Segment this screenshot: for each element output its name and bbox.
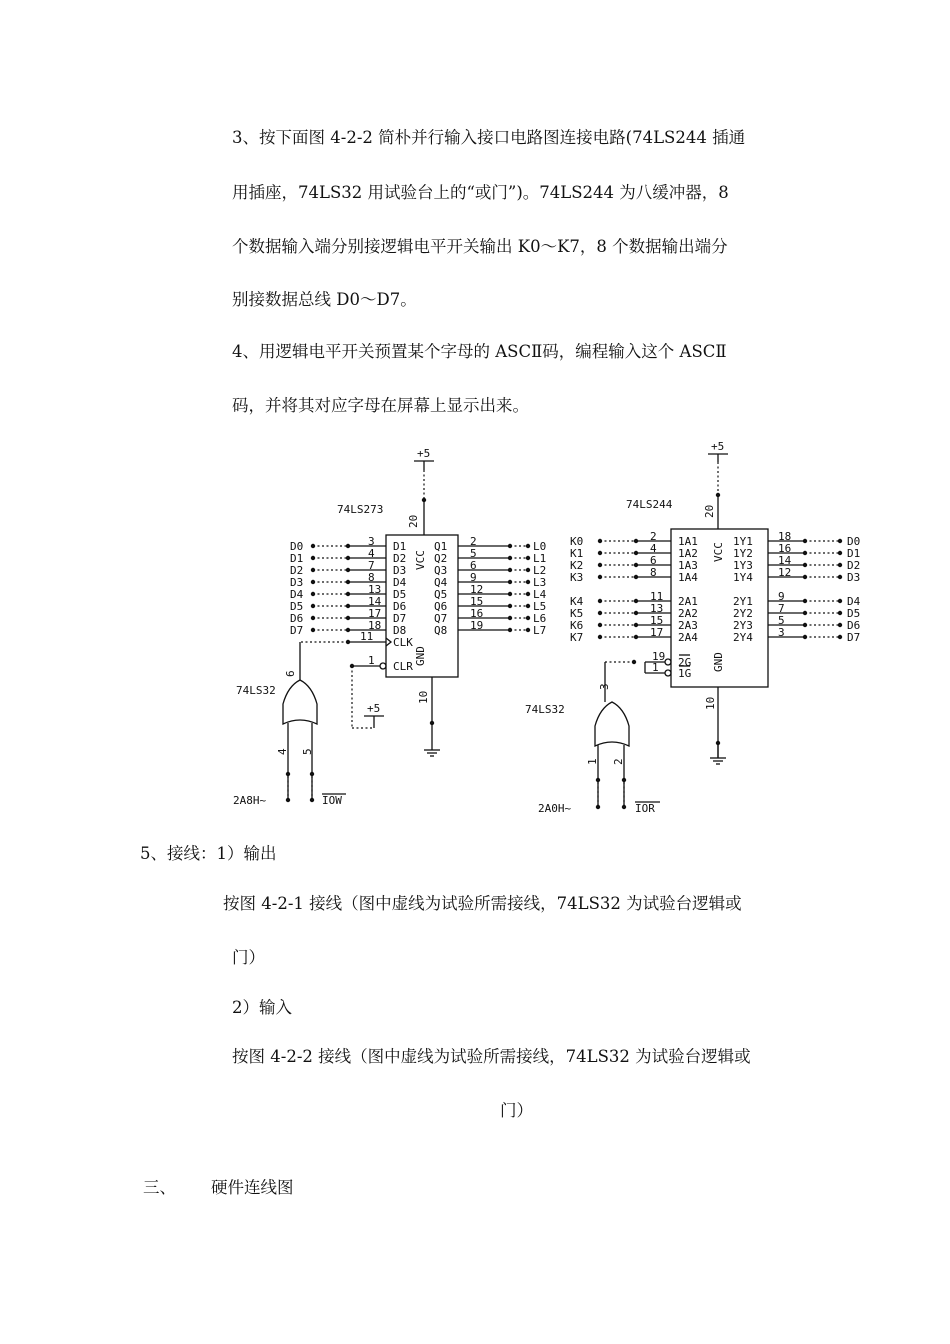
- output-dot-2: [526, 544, 530, 548]
- or-gate-74ls32: [595, 702, 629, 746]
- input-pin-number: 17: [650, 626, 664, 639]
- input-pin-name: 2A3: [678, 619, 698, 632]
- vcc-pin-number: 20: [407, 514, 420, 528]
- gate-in-label-1: 2A8H~: [233, 794, 267, 807]
- step5-title: 5、接线：1）输出: [140, 844, 277, 863]
- input-pin-name: D6: [393, 600, 407, 613]
- output-pin-name: Q8: [434, 624, 448, 637]
- input-pin-name: 2A1: [678, 595, 698, 608]
- gate-in-end-2: [622, 805, 626, 809]
- output-dot-2: [838, 599, 842, 603]
- output-pin-name: Q2: [434, 552, 448, 565]
- input-label-K1: K1: [570, 547, 584, 560]
- input-label-D4: D4: [290, 588, 304, 601]
- output-dot-2: [838, 539, 842, 543]
- output-dot-2: [838, 575, 842, 579]
- chip-74ls244-label: 74LS244: [626, 498, 673, 511]
- gate-74ls32-label: 74LS32: [236, 684, 276, 697]
- output-pin-name: 1Y3: [733, 559, 753, 572]
- input-label-D7: D7: [290, 624, 304, 637]
- output-label-L5: L5: [533, 600, 547, 613]
- gate-in-dot-1: [286, 772, 290, 776]
- output-label-L1: L1: [533, 552, 547, 565]
- clk-pin-number: 11: [360, 630, 374, 643]
- input-pin-number: 18: [368, 619, 382, 632]
- input-label-D1: D1: [290, 552, 304, 565]
- gate-in-dot-2: [310, 772, 314, 776]
- input-pin-name: D8: [393, 624, 407, 637]
- output-pin-name: Q3: [434, 564, 448, 577]
- clk-edge-symbol: [386, 638, 391, 646]
- output-dot-2: [526, 616, 530, 620]
- output-label-D0: D0: [847, 535, 861, 548]
- input-pin-number: 4: [650, 542, 657, 555]
- output-dot-2: [526, 604, 530, 608]
- input-pin-name: 1A1: [678, 535, 698, 548]
- step5-input-line-2: 门）: [500, 1101, 533, 1120]
- input-pin-number: 8: [368, 571, 375, 584]
- output-pin-name: 2Y1: [733, 595, 753, 608]
- step3-line-3: 个数据输入端分别接逻辑电平开关输出 K0～K7，8 个数据输出端分: [232, 237, 728, 256]
- input-label-D3: D3: [290, 576, 304, 589]
- input-pin-number: 2: [650, 530, 657, 543]
- input-label-K5: K5: [570, 607, 584, 620]
- output-label-L3: L3: [533, 576, 547, 589]
- gate-out-pin: 3: [598, 683, 611, 690]
- output-pin-number: 3: [778, 626, 785, 639]
- output-pin-name: 2Y4: [733, 631, 753, 644]
- output-dot-2: [526, 568, 530, 572]
- vcc-supply-label: +5: [417, 447, 431, 460]
- output-pin-number: 14: [778, 554, 792, 567]
- clr-pin-name: CLR: [393, 660, 413, 673]
- input-label-K4: K4: [570, 595, 584, 608]
- input-pin-number: 13: [368, 583, 382, 596]
- output-pin-name: Q5: [434, 588, 448, 601]
- output-pin-number: 15: [470, 595, 484, 608]
- vcc-supply-label: +5: [711, 440, 725, 453]
- output-pin-number: 5: [470, 547, 477, 560]
- gate-74ls32-label: 74LS32: [525, 703, 565, 716]
- output-pin-number: 19: [470, 619, 484, 632]
- output-pin-number: 18: [778, 530, 792, 543]
- output-label-L6: L6: [533, 612, 547, 625]
- input-pin-name: D1: [393, 540, 407, 553]
- output-pin-name: 1Y4: [733, 571, 753, 584]
- input-pin-name: 2A2: [678, 607, 698, 620]
- output-label-D4: D4: [847, 595, 861, 608]
- output-pin-name: Q7: [434, 612, 448, 625]
- input-pin-number: 6: [650, 554, 657, 567]
- circuit-diagram: [0, 440, 950, 830]
- input-pin-number: 17: [368, 607, 382, 620]
- gnd-pin-number: 10: [704, 696, 717, 710]
- step5-output-line-1: 按图 4-2-1 接线（图中虚线为试验所需接线，74LS32 为试验台逻辑或: [223, 894, 742, 913]
- input-label-D5: D5: [290, 600, 304, 613]
- gnd-pin-name: GND: [414, 646, 427, 666]
- output-dot-2: [526, 556, 530, 560]
- gate-in-pin-1: 4: [276, 748, 289, 755]
- step5-output-line-2: 门）: [232, 948, 265, 967]
- output-pin-name: 1Y2: [733, 547, 753, 560]
- output-pin-number: 7: [778, 602, 785, 615]
- output-label-L0: L0: [533, 540, 547, 553]
- input-label-D0: D0: [290, 540, 304, 553]
- step5-input-title: 2）输入: [232, 998, 292, 1017]
- output-label-D1: D1: [847, 547, 861, 560]
- input-pin-name: 1A2: [678, 547, 698, 560]
- clr-inversion-bubble: [380, 663, 386, 669]
- output-dot-2: [838, 635, 842, 639]
- output-pin-number: 5: [778, 614, 785, 627]
- step3-line-4: 别接数据总线 D0～D7。: [232, 290, 417, 309]
- gate-in-end-2: [310, 798, 314, 802]
- vcc-pin-name: VCC: [414, 550, 427, 570]
- step4-line-2: 码，并将其对应字母在屏幕上显示出来。: [232, 396, 529, 415]
- output-pin-number: 9: [778, 590, 785, 603]
- output-pin-name: Q4: [434, 576, 448, 589]
- input-pin-number: 11: [650, 590, 664, 603]
- gate-in-label-2: IOW: [322, 794, 342, 807]
- output-pin-name: Q6: [434, 600, 448, 613]
- enable-inversion-bubble: [665, 659, 671, 665]
- input-pin-name: 1A3: [678, 559, 698, 572]
- output-dot-2: [838, 551, 842, 555]
- gate-in-pin-1: 1: [586, 758, 599, 765]
- output-dot-2: [526, 580, 530, 584]
- input-label-K7: K7: [570, 631, 584, 644]
- gate-in-dot-2: [622, 778, 626, 782]
- gnd-pin-number: 10: [417, 690, 430, 704]
- step4-line-1: 4、用逻辑电平开关预置某个字母的 ASCⅡ码，编程输入这个 ASCⅡ: [232, 342, 727, 361]
- gnd-dot: [430, 721, 434, 725]
- output-label-D7: D7: [847, 631, 861, 644]
- output-pin-number: 16: [778, 542, 792, 555]
- input-pin-name: D4: [393, 576, 407, 589]
- input-pin-number: 15: [650, 614, 664, 627]
- enable-pin-number: 19: [652, 650, 666, 663]
- vcc-pin-number: 20: [703, 504, 716, 518]
- section3-title: 硬件连线图: [211, 1178, 294, 1197]
- output-pin-number: 9: [470, 571, 477, 584]
- gate-in-pin-2: 2: [612, 758, 625, 765]
- gate-in-end-1: [286, 798, 290, 802]
- input-label-D6: D6: [290, 612, 304, 625]
- clr-supply-label: +5: [367, 702, 381, 715]
- step5-input-line-1: 按图 4-2-2 接线（图中虚线为试验所需接线，74LS32 为试验台逻辑或: [232, 1047, 751, 1066]
- gate-in-label-2: IOR: [635, 802, 655, 815]
- input-label-K0: K0: [570, 535, 584, 548]
- input-pin-name: D3: [393, 564, 407, 577]
- gnd-pin-name: GND: [712, 652, 725, 672]
- section3-number: 三、: [143, 1178, 176, 1197]
- output-pin-number: 6: [470, 559, 477, 572]
- gate-in-label-1: 2A0H~: [538, 802, 572, 815]
- step3-line-2: 用插座，74LS32 用试验台上的“或门”)。74LS244 为八缓冲器，8: [232, 183, 729, 202]
- step3-line-1: 3、按下面图 4-2-2 简朴并行输入接口电路图连接电路(74LS244 插通: [232, 128, 746, 147]
- clk-pin-name: CLK: [393, 636, 413, 649]
- chip-74ls273-label: 74LS273: [337, 503, 384, 516]
- input-pin-number: 4: [368, 547, 375, 560]
- input-label-K3: K3: [570, 571, 584, 584]
- input-pin-number: 8: [650, 566, 657, 579]
- enable-pin-name: 1G: [678, 667, 692, 680]
- output-label-D6: D6: [847, 619, 861, 632]
- input-pin-name: D5: [393, 588, 407, 601]
- output-pin-name: 2Y3: [733, 619, 753, 632]
- output-pin-number: 2: [470, 535, 477, 548]
- output-pin-name: Q1: [434, 540, 448, 553]
- output-dot-2: [838, 563, 842, 567]
- output-label-L7: L7: [533, 624, 547, 637]
- output-pin-name: 2Y2: [733, 607, 753, 620]
- input-label-K6: K6: [570, 619, 584, 632]
- input-pin-number: 14: [368, 595, 382, 608]
- input-pin-number: 7: [368, 559, 375, 572]
- input-pin-name: D2: [393, 552, 407, 565]
- gate-out-pin: 6: [284, 670, 297, 677]
- output-label-L2: L2: [533, 564, 547, 577]
- input-circuit-74ls244: [525, 440, 861, 815]
- output-dot-2: [838, 611, 842, 615]
- input-pin-name: 2A4: [678, 631, 698, 644]
- gate-in-end-1: [596, 805, 600, 809]
- output-pin-number: 12: [778, 566, 792, 579]
- output-pin-number: 12: [470, 583, 484, 596]
- input-pin-number: 3: [368, 535, 375, 548]
- or-gate-74ls32: [283, 680, 317, 724]
- input-pin-name: D7: [393, 612, 407, 625]
- output-label-L4: L4: [533, 588, 547, 601]
- enable-pin-number: 1: [652, 661, 659, 674]
- vcc-pin-name: VCC: [712, 542, 725, 562]
- enable-inversion-bubble: [665, 670, 671, 676]
- output-dot-2: [526, 628, 530, 632]
- gate-in-pin-2: 5: [301, 748, 314, 755]
- output-label-D3: D3: [847, 571, 861, 584]
- enable-pin-name: 2G: [678, 656, 692, 669]
- input-label-D2: D2: [290, 564, 304, 577]
- output-label-D5: D5: [847, 607, 861, 620]
- output-dot-2: [526, 592, 530, 596]
- input-pin-number: 13: [650, 602, 664, 615]
- input-label-K2: K2: [570, 559, 584, 572]
- clr-pin-number: 1: [368, 654, 375, 667]
- input-pin-name: 1A4: [678, 571, 698, 584]
- output-dot-2: [838, 623, 842, 627]
- output-pin-number: 16: [470, 607, 484, 620]
- gate-in-dot-1: [596, 778, 600, 782]
- output-circuit-74ls273: [233, 447, 547, 807]
- output-pin-name: 1Y1: [733, 535, 753, 548]
- output-label-D2: D2: [847, 559, 861, 572]
